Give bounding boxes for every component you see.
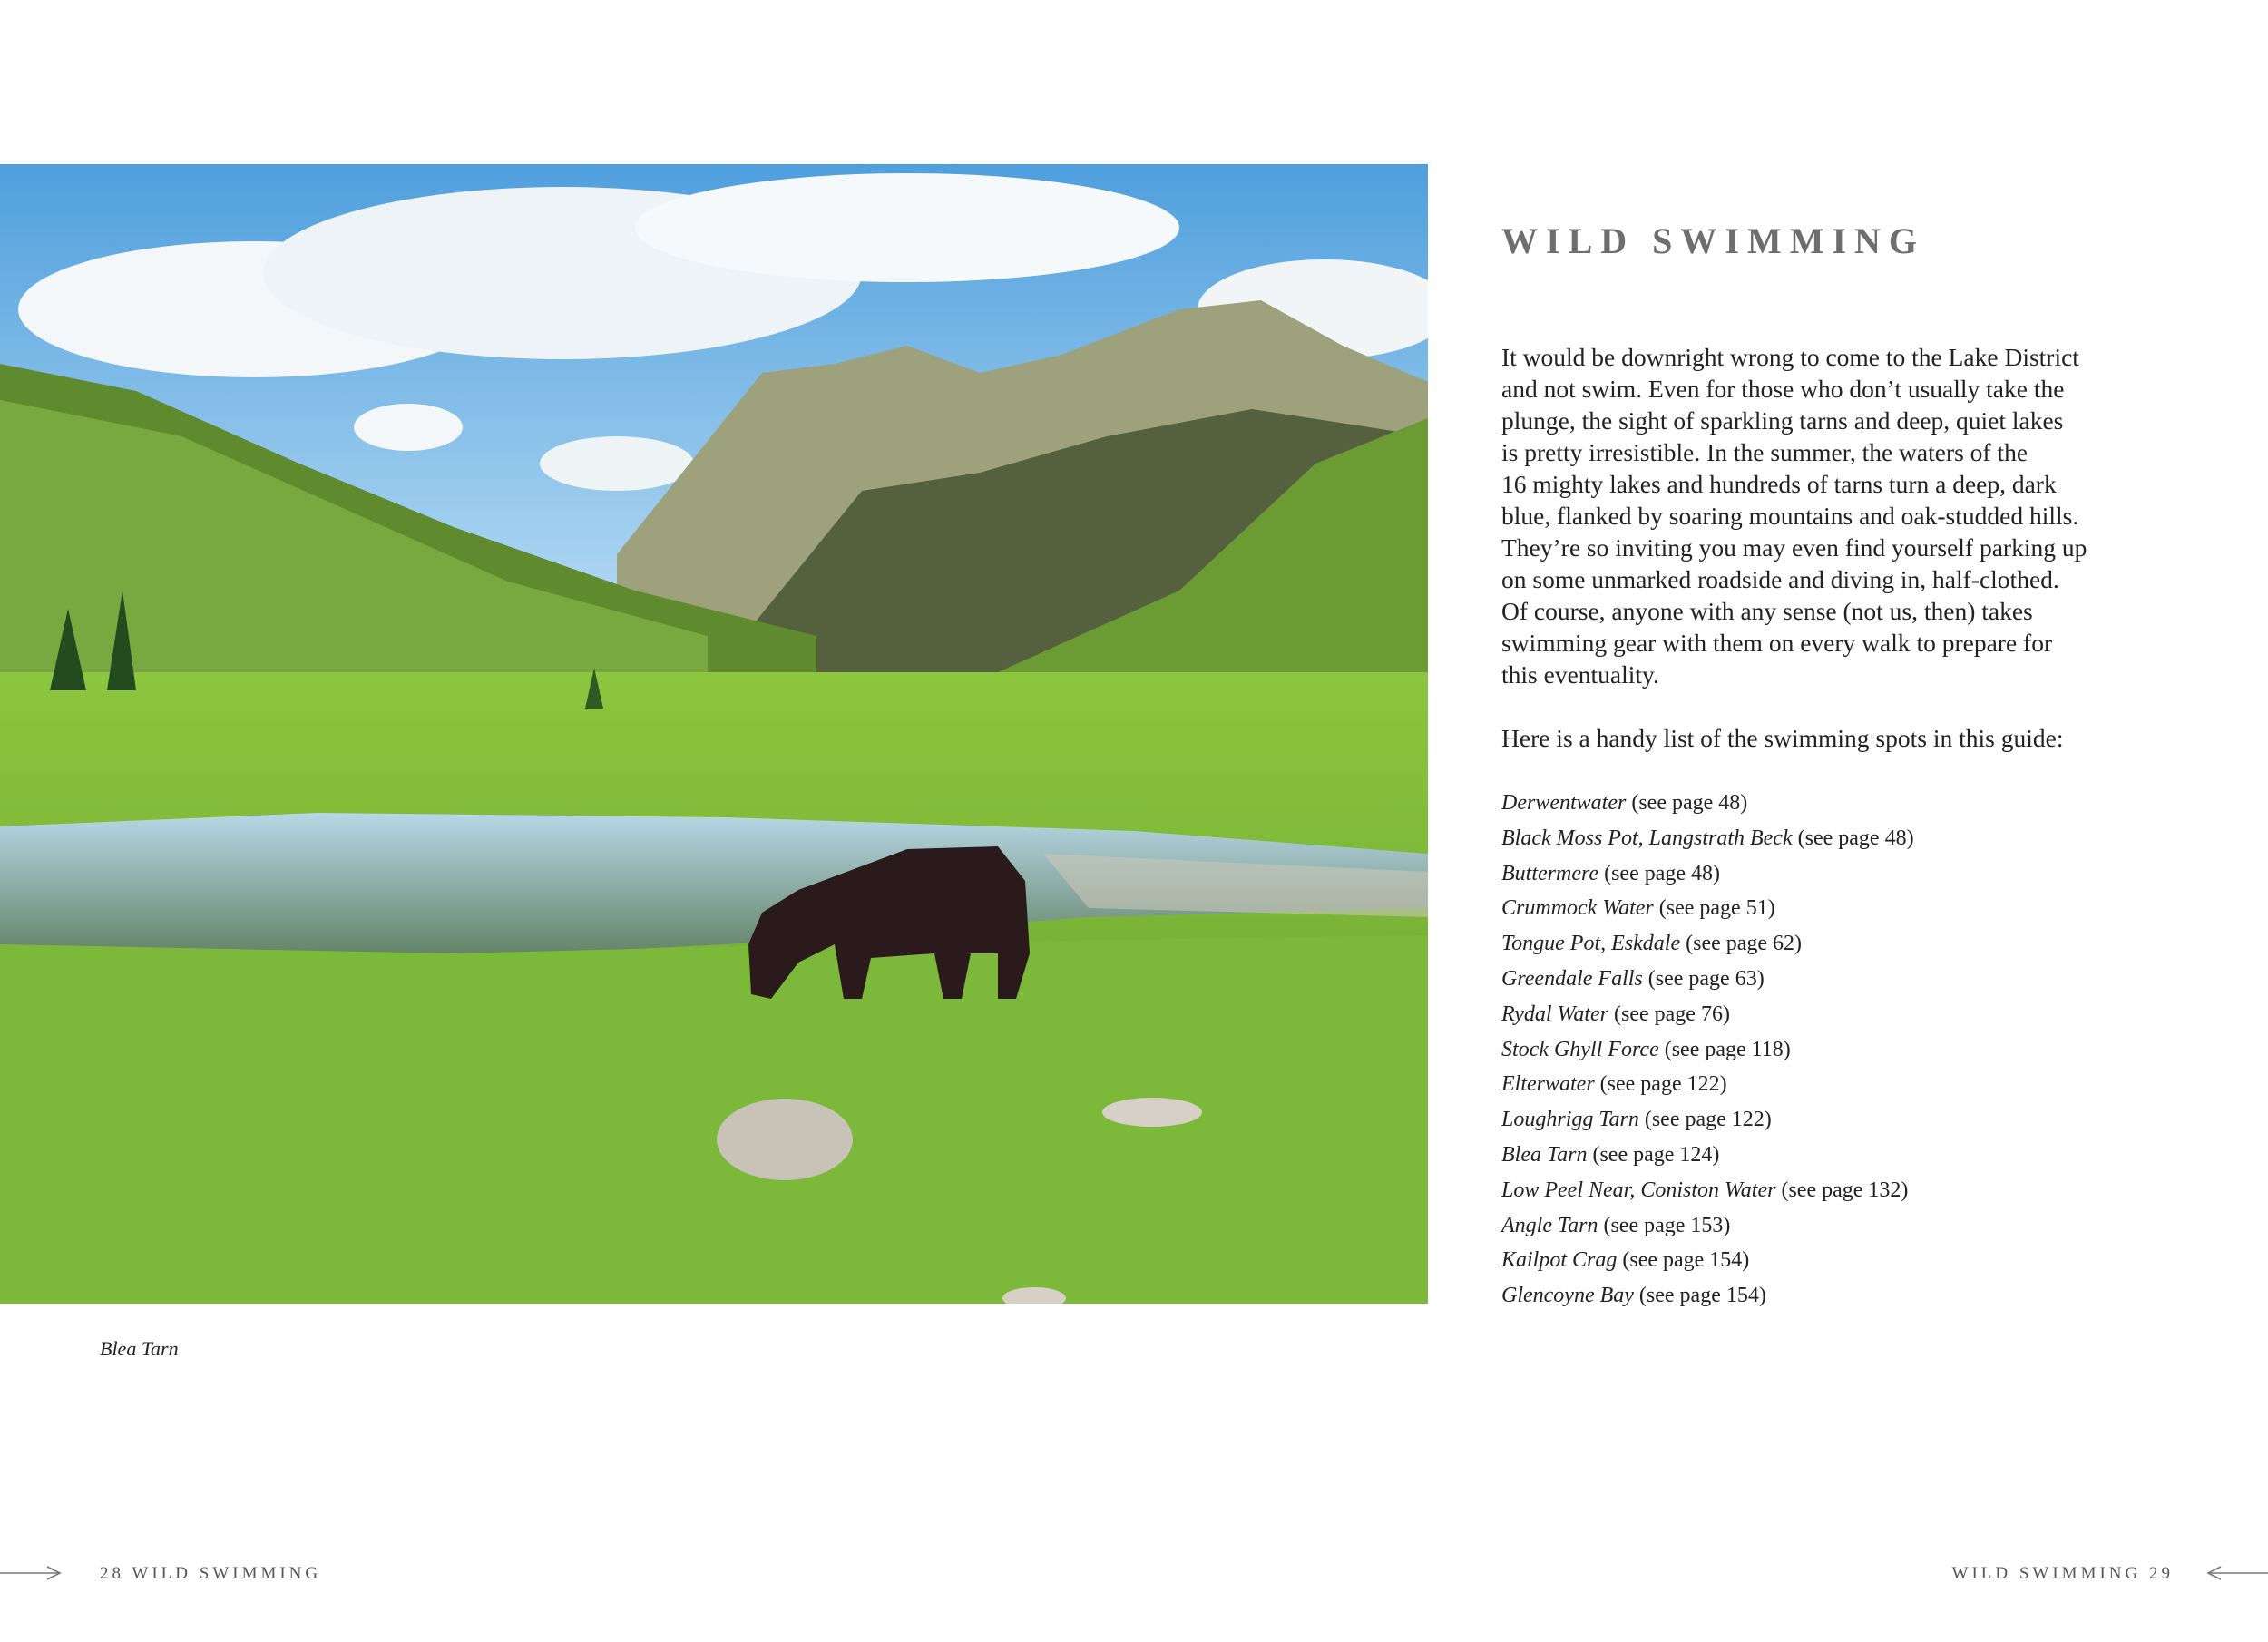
intro-line: Of course, anyone with any sense (not us, then) takes: [1501, 597, 2033, 625]
intro-paragraph: [1501, 341, 2191, 690]
intro-line: They’re so inviting you may even find yourself parking up: [1501, 533, 2087, 562]
intro-line: blue, flanked by soaring mountains and oak-studded hills.: [1501, 502, 2079, 530]
list-item: [1501, 1138, 1914, 1173]
spot-page-ref: (see page 154): [1633, 1284, 1766, 1308]
spot-page-ref: (see page 76): [1608, 1002, 1730, 1026]
intro-line: and not swim. Even for those who don’t usually take the: [1501, 375, 2065, 403]
spot-page-ref: (see page 51): [1653, 896, 1775, 921]
list-item: [1501, 1102, 1914, 1138]
spot-page-ref: (see page 48): [1792, 826, 1914, 850]
page-folio-left: 28 WILD SWIMMING: [100, 1564, 322, 1583]
spot-page-ref: (see page 132): [1775, 1178, 1909, 1202]
spot-page-ref: (see page 122): [1638, 1108, 1772, 1132]
list-item: [1501, 1067, 1914, 1102]
spot-page-ref: (see page 48): [1626, 791, 1748, 815]
photo-caption: Blea Tarn: [100, 1337, 179, 1360]
spot-page-ref: (see page 63): [1642, 966, 1765, 991]
spot-name: Tongue Pot, Eskdale: [1501, 932, 1681, 956]
list-item: [1501, 1278, 1914, 1314]
spot-name: Derwentwater: [1501, 791, 1627, 815]
spot-name: Loughrigg Tarn: [1501, 1108, 1639, 1132]
list-item: [1501, 821, 1914, 856]
swimming-spots-list: [1501, 786, 1914, 1314]
page-title: WILD SWIMMING: [1501, 220, 1926, 261]
arrow-right-icon: [0, 1565, 64, 1581]
spot-name: Blea Tarn: [1501, 1142, 1588, 1167]
spot-name: Stock Ghyll Force: [1501, 1037, 1659, 1061]
spot-page-ref: (see page 124): [1587, 1142, 1720, 1167]
page-folio-right: WILD SWIMMING 29: [1951, 1564, 2174, 1583]
spot-name: Angle Tarn: [1501, 1213, 1598, 1237]
list-item: [1501, 856, 1914, 892]
spot-name: Kailpot Crag: [1501, 1248, 1618, 1273]
spot-name: Greendale Falls: [1501, 966, 1643, 991]
list-item: [1501, 1173, 1914, 1208]
spot-name: Glencoyne Bay: [1501, 1284, 1634, 1308]
list-item: [1501, 997, 1914, 1032]
spot-name: Low Peel Near, Coniston Water: [1501, 1178, 1776, 1202]
spot-page-ref: (see page 48): [1598, 861, 1721, 885]
list-item: [1501, 786, 1914, 821]
intro-line: plunge, the sight of sparkling tarns and deep, quiet lakes: [1501, 406, 2064, 435]
spot-page-ref: (see page 154): [1617, 1248, 1750, 1273]
spot-name: Crummock Water: [1501, 896, 1654, 921]
list-item: [1501, 1208, 1914, 1244]
spot-page-ref: (see page 122): [1594, 1072, 1727, 1097]
spot-page-ref: (see page 153): [1598, 1213, 1731, 1237]
intro-line: this eventuality.: [1501, 660, 1659, 689]
intro-line: is pretty irresistible. In the summer, the waters of the: [1501, 438, 2028, 466]
intro-line: 16 mighty lakes and hundreds of tarns turn a deep, dark: [1501, 470, 2057, 498]
spot-name: Rydal Water: [1501, 1002, 1608, 1026]
list-item: [1501, 962, 1914, 997]
intro-line: swimming gear with them on every walk to prepare for: [1501, 629, 2053, 657]
spot-name: Elterwater: [1501, 1072, 1595, 1097]
spot-name: Buttermere: [1501, 861, 1599, 885]
intro-line: It would be downright wrong to come to the Lake District: [1501, 343, 2079, 371]
list-item: [1501, 891, 1914, 926]
list-item: [1501, 1243, 1914, 1278]
spot-page-ref: (see page 62): [1680, 932, 1803, 956]
arrow-left-icon: [2204, 1565, 2268, 1581]
spot-page-ref: (see page 118): [1658, 1037, 1791, 1061]
list-item: [1501, 926, 1914, 962]
list-intro: Here is a handy list of the swimming spots in this guide:: [1501, 724, 2064, 752]
intro-line: on some unmarked roadside and diving in, half-clothed.: [1501, 565, 2059, 593]
landscape-photo: [0, 164, 1428, 1304]
list-item: [1501, 1032, 1914, 1068]
spot-name: Black Moss Pot, Langstrath Beck: [1501, 826, 1793, 850]
